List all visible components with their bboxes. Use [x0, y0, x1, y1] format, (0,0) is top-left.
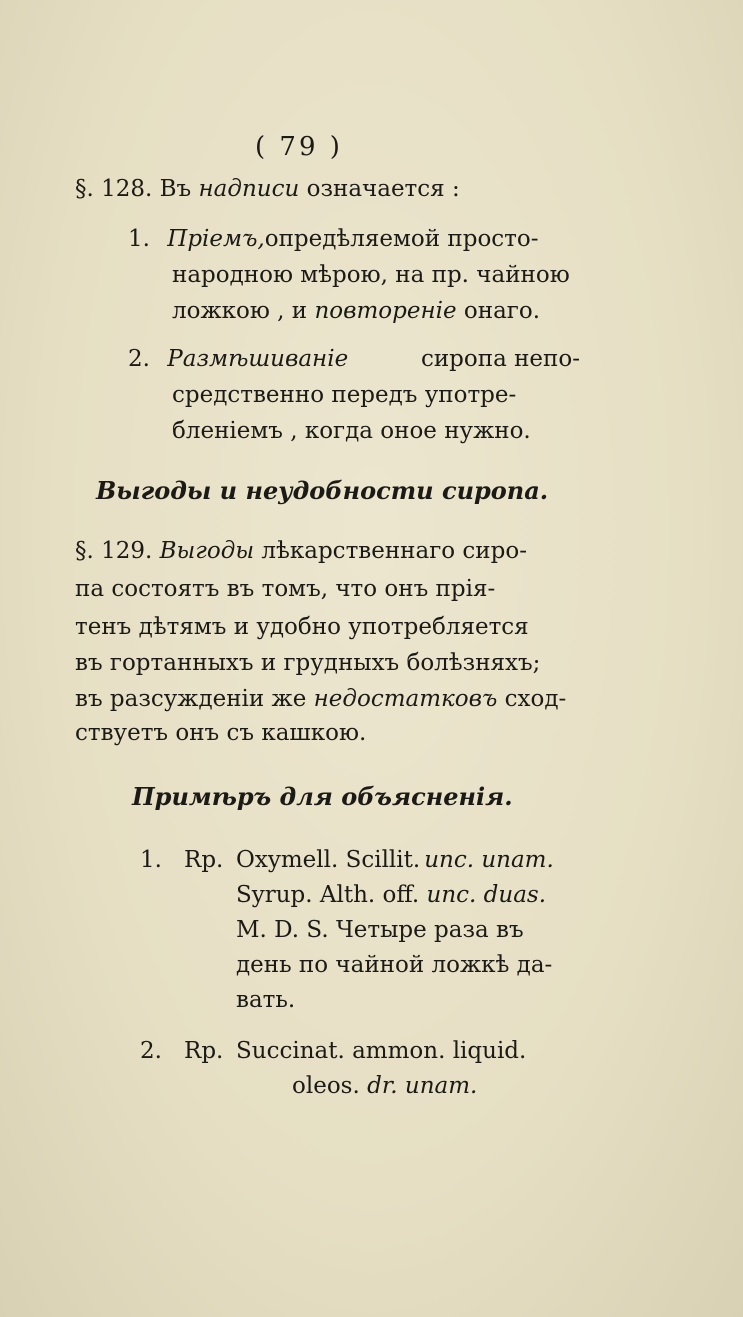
section-129-line-1: [75, 536, 527, 566]
text: опредѣляемой просто-: [264, 226, 539, 252]
list-item-1-line-1: [128, 224, 539, 254]
item-number: 2.: [128, 346, 150, 372]
example-1-line-3: M. D. S. Четыре раза въ: [236, 917, 524, 943]
latin-dose: dr. unam.: [367, 1073, 478, 1099]
latin-dose: unc. unam.: [424, 847, 554, 873]
section-number: §. 129.: [75, 538, 153, 564]
example-1-number: 1.: [140, 847, 162, 873]
text: сход-: [504, 686, 567, 712]
text: означается :: [306, 176, 460, 202]
section-heading: Выгоды и неудобности сиропа.: [96, 476, 549, 505]
latin-text: Oxymell. Scillit.: [236, 847, 421, 873]
section-128-first-line: [75, 174, 460, 204]
section-129-line-3: тенъ дѣтямъ и удобно употребляется: [75, 614, 529, 640]
recipe-abbrev: Rp.: [184, 847, 224, 873]
example-2-number: 2.: [140, 1038, 162, 1064]
list-item-1-line-2: народною мѣрою, на пр. чайною: [172, 262, 570, 288]
example-2-line-2: [292, 1071, 477, 1101]
text: въ разсужденіи же: [75, 686, 307, 712]
section-129-line-4: въ гортанныхъ и грудныхъ болѣзняхъ;: [75, 650, 541, 676]
italic-term: надписи: [198, 176, 300, 202]
text: ложкою , и: [172, 298, 308, 324]
list-item-2-line-2: средственно передъ употре-: [172, 382, 517, 408]
section-129-line-5: [75, 684, 566, 714]
text: онаго.: [463, 298, 541, 324]
example-2-line-1: Succinat. ammon. liquid.: [236, 1038, 527, 1064]
section-129-line-6: ствуетъ онъ съ кашкою.: [75, 720, 367, 746]
latin-text: oleos.: [292, 1073, 360, 1099]
item-number: 1.: [128, 226, 150, 252]
page-number: ( 79 ): [255, 132, 343, 162]
latin-dose: unc. duas.: [426, 882, 547, 908]
list-item-1-line-3: [172, 296, 540, 326]
list-item-2-line-3: бленіемъ , когда оное нужно.: [172, 418, 531, 444]
italic-term: недостатковъ: [313, 686, 498, 712]
example-1-line-4: день по чайной ложкѣ да-: [236, 952, 553, 978]
example-1-line-5: вать.: [236, 987, 296, 1013]
text: сиропа непо-: [420, 346, 580, 372]
example-heading: Примѣръ для объясненія.: [132, 782, 513, 811]
italic-term: повтореніе: [314, 298, 457, 324]
text: Въ: [159, 176, 192, 202]
recipe-abbrev: Rp.: [184, 1038, 224, 1064]
italic-term: Выгоды: [159, 538, 255, 564]
text: лѣкарственнаго сиро-: [261, 538, 527, 564]
section-129-line-2: па состоятъ въ томъ, что онъ прія-: [75, 576, 496, 602]
example-1-line-2: [236, 880, 546, 910]
example-1-line-1: [236, 845, 554, 875]
italic-term: Размѣшиваніе: [167, 346, 349, 372]
italic-term: Пріемъ,: [167, 226, 265, 252]
latin-text: Syrup. Alth. off.: [236, 882, 420, 908]
list-item-2-line-1: [128, 344, 580, 374]
section-number: §. 128.: [75, 176, 153, 202]
